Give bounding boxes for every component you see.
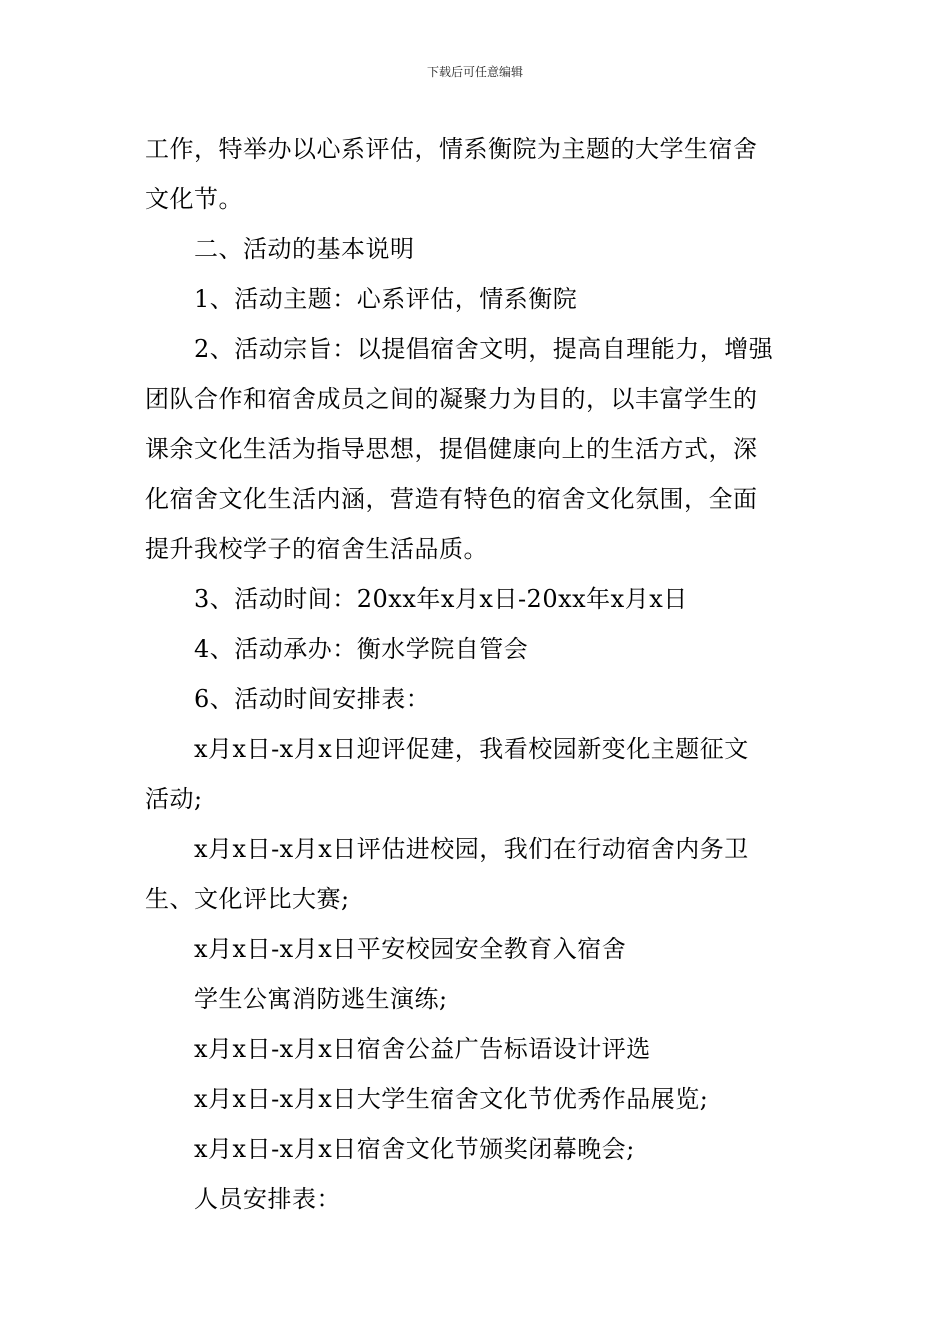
text-line: x月x日-x月x日宿舍公益广告标语设计评选 [194,1035,651,1063]
text-line: x月x日-x月x日大学生宿舍文化节优秀作品展览; [194,1085,709,1113]
text-line: 活动; [145,785,203,813]
text-line: x月x日-x月x日评估进校园，我们在行动宿舍内务卫 [194,835,749,863]
text-line: 化宿舍文化生活内涵，营造有特色的宿舍文化氛围，全面 [145,485,758,513]
text-line: 提升我校学子的宿舍生活品质。 [145,535,488,563]
text-line: 人员安排表： [194,1185,341,1213]
text-line: 6、活动时间安排表： [194,685,431,713]
text-line: 学生公寓消防逃生演练; [194,985,448,1013]
text-line: 1、活动主题：心系评估，情系衡院 [194,285,578,313]
text-line: 2、活动宗旨：以提倡宿舍文明，提高自理能力，增强 [194,335,774,363]
text-line: 工作，特举办以心系评估，情系衡院为主题的大学生宿舍 [145,135,758,163]
text-line: 文化节。 [145,185,243,213]
text-line: 团队合作和宿舍成员之间的凝聚力为目的，以丰富学生的 [145,385,758,413]
text-line: x月x日-x月x日平安校园安全教育入宿舍 [194,935,627,963]
document-body [145,124,810,1224]
text-line: 课余文化生活为指导思想，提倡健康向上的生活方式，深 [145,435,758,463]
text-line: 3、活动时间：20xx年x月x日-20xx年x月x日 [194,585,688,613]
text-line: x月x日-x月x日迎评促建，我看校园新变化主题征文 [194,735,749,763]
text-line: x月x日-x月x日宿舍文化节颁奖闭幕晚会; [194,1135,635,1163]
text-line: 4、活动承办：衡水学院自管会 [194,635,529,663]
text-line: 二、活动的基本说明 [194,235,415,263]
page-header: 下载后可任意编辑 [426,65,523,79]
text-line: 生、文化评比大赛; [145,885,350,913]
